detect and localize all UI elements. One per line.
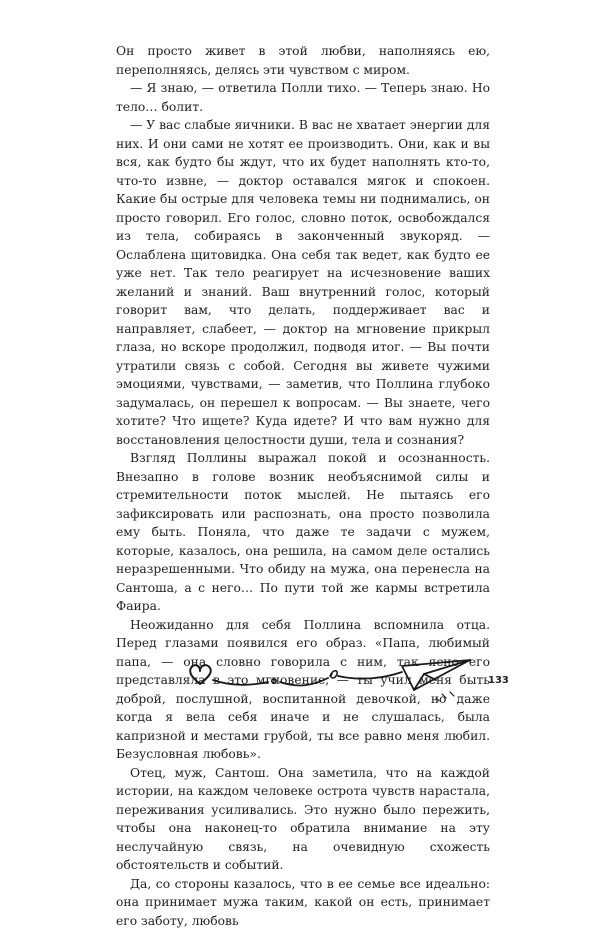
page-number: 133 — [488, 675, 509, 686]
body-text — [116, 42, 490, 930]
flight-path-dot — [272, 679, 276, 683]
paragraph: — Я знаю, — ответила Полли тихо. — Теперь знаю. Но тело… болит. — [116, 79, 490, 116]
paragraph: Да, со стороны казалось, что в ее семье все идеально: она принимает мужа таким, какой он есть, принимает его заботу, любовь — [116, 875, 490, 930]
flight-path-line — [213, 680, 268, 685]
paragraph: — У вас слабые яичники. В вас не хватает энергии для них. И они сами не хотят ее производить. Они, как и вы вся, как будто бы ждут, что их будет наполнять кто-то, что-то извне, — доктор оставался мягок и спокоен. Какие бы острые для человека темы ни поднимались, он просто говорил. Его голос, словно поток, освобождался из тела, собираясь в законченный звукоряд. — Ослаблена щитовидка. Она себя так ведет, как будто ее уже нет. Так тело реагирует на исчезновение ваших желаний и знаний. Ваш внутренний голос, который говорит вам, что делать, поддерживает вас и направляет, слабеет, — доктор на мгновение прикрыл глаза, но вскоре продолжил, подводя итог. — Вы почти утратили связь с собой. Сегодня вы живете чужими эмоциями, чувствами, — заметив, что Поллина глубоко задумалась, он перешел к вопросам. — Вы знаете, чего хотите? Что ищете? Куда идете? И что вам нужно для восстановления целостности души, тела и сознания? — [116, 116, 490, 449]
paragraph: Взгляд Поллины выражал покой и осознанность. Внезапно в голове возник необъяснимой силы и стремительности поток мыслей. Не пытаясь его зафиксировать или распознать, она просто позволила ему быть. Поняла, что даже те задачи с мужем, которые, казалось, она решила, на самом деле остались неразрешенными. Что обиду на мужа, она перенесла на Сантоша, а с него… По пути той же кармы встретила Фаира. — [116, 449, 490, 616]
footer-ornament — [180, 650, 480, 712]
paragraph: Он просто живет в этой любви, наполняясь ею, переполняясь, делясь эти чувством с миром. — [116, 42, 490, 79]
flight-path-line — [280, 678, 328, 685]
paragraph: Неожиданно для себя Поллина вспомнила отца. Перед глазами появился его образ. «Папа, любимый папа, — она словно говорила с ним, так ясно его представляла в это мгновение, — ты учил меня быть доброй, послушной, воспитанной девочкой, но даже когда я вела себя иначе и не слушалась, была капризной и местами грубой, ты все равно меня любил. Безусловная любовь». — [116, 616, 490, 764]
paper-plane-icon — [402, 660, 470, 701]
flight-path-loop — [330, 671, 337, 678]
flight-path-line — [338, 672, 402, 679]
paragraph: Отец, муж, Сантош. Она заметила, что на каждой истории, на каждом человеке острота чувств нарастала, переживания усиливались. Это нужно было пережить, чтобы она наконец-то обратила внимание на эту неслучайную связь, на очевидную схожесть обстоятельств и событий. — [116, 764, 490, 875]
heart-icon — [190, 665, 211, 684]
